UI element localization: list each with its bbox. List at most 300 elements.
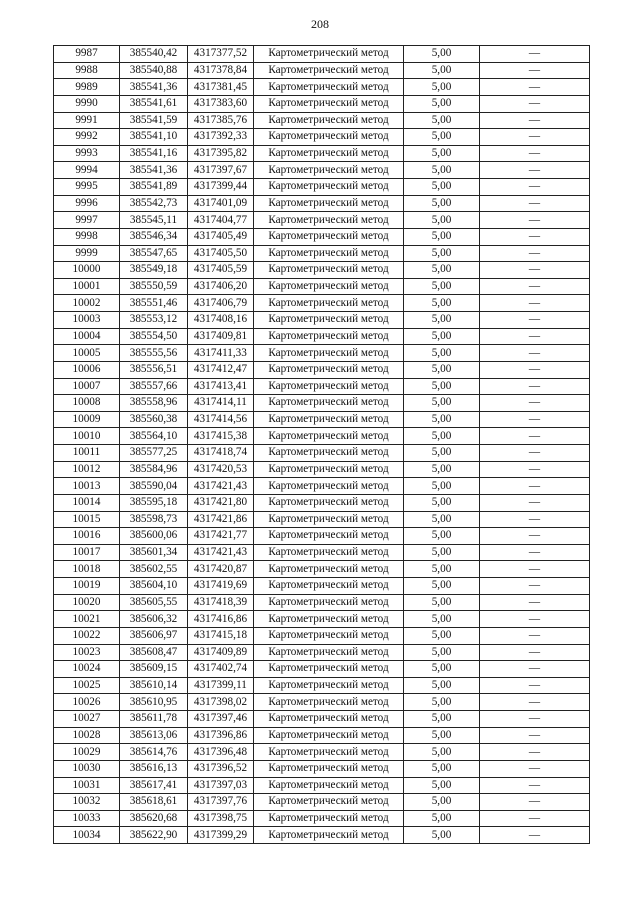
precision-cell: 5,00 xyxy=(404,810,480,827)
y-coordinate-cell: 4317401,09 xyxy=(188,195,254,212)
method-cell: Картометрический метод xyxy=(254,228,404,245)
method-cell: Картометрический метод xyxy=(254,411,404,428)
point-number-cell: 9999 xyxy=(54,245,120,262)
description-cell: — xyxy=(480,162,590,179)
description-cell: — xyxy=(480,794,590,811)
point-number-cell: 10009 xyxy=(54,411,120,428)
table-row xyxy=(54,478,590,495)
x-coordinate-cell: 385557,66 xyxy=(120,378,188,395)
x-coordinate-cell: 385553,12 xyxy=(120,312,188,329)
description-cell: — xyxy=(480,594,590,611)
table-row xyxy=(54,494,590,511)
description-cell: — xyxy=(480,777,590,794)
description-cell: — xyxy=(480,295,590,312)
method-cell: Картометрический метод xyxy=(254,79,404,96)
precision-cell: 5,00 xyxy=(404,62,480,79)
table-row xyxy=(54,578,590,595)
precision-cell: 5,00 xyxy=(404,760,480,777)
x-coordinate-cell: 385613,06 xyxy=(120,727,188,744)
table-row xyxy=(54,594,590,611)
point-number-cell: 10023 xyxy=(54,644,120,661)
x-coordinate-cell: 385614,76 xyxy=(120,744,188,761)
table-row xyxy=(54,212,590,229)
x-coordinate-cell: 385546,34 xyxy=(120,228,188,245)
x-coordinate-cell: 385606,97 xyxy=(120,627,188,644)
x-coordinate-cell: 385540,42 xyxy=(120,46,188,63)
description-cell: — xyxy=(480,262,590,279)
description-cell: — xyxy=(480,312,590,329)
description-cell: — xyxy=(480,727,590,744)
table-row xyxy=(54,262,590,279)
y-coordinate-cell: 4317398,75 xyxy=(188,810,254,827)
table-row xyxy=(54,611,590,628)
description-cell: — xyxy=(480,428,590,445)
x-coordinate-cell: 385600,06 xyxy=(120,528,188,545)
x-coordinate-cell: 385584,96 xyxy=(120,461,188,478)
x-coordinate-cell: 385610,95 xyxy=(120,694,188,711)
y-coordinate-cell: 4317409,81 xyxy=(188,328,254,345)
y-coordinate-cell: 4317420,87 xyxy=(188,561,254,578)
precision-cell: 5,00 xyxy=(404,445,480,462)
precision-cell: 5,00 xyxy=(404,661,480,678)
y-coordinate-cell: 4317411,33 xyxy=(188,345,254,362)
method-cell: Картометрический метод xyxy=(254,561,404,578)
table-row xyxy=(54,345,590,362)
table-row xyxy=(54,328,590,345)
point-number-cell: 9991 xyxy=(54,112,120,129)
precision-cell: 5,00 xyxy=(404,744,480,761)
x-coordinate-cell: 385611,78 xyxy=(120,711,188,728)
description-cell: — xyxy=(480,578,590,595)
table-row xyxy=(54,395,590,412)
point-number-cell: 10034 xyxy=(54,827,120,844)
point-number-cell: 10019 xyxy=(54,578,120,595)
page-number: 208 xyxy=(311,17,329,31)
x-coordinate-cell: 385618,61 xyxy=(120,794,188,811)
x-coordinate-cell: 385605,55 xyxy=(120,594,188,611)
point-number-cell: 10030 xyxy=(54,760,120,777)
y-coordinate-cell: 4317381,45 xyxy=(188,79,254,96)
precision-cell: 5,00 xyxy=(404,627,480,644)
x-coordinate-cell: 385620,68 xyxy=(120,810,188,827)
point-number-cell: 10014 xyxy=(54,494,120,511)
precision-cell: 5,00 xyxy=(404,478,480,495)
method-cell: Картометрический метод xyxy=(254,345,404,362)
x-coordinate-cell: 385622,90 xyxy=(120,827,188,844)
precision-cell: 5,00 xyxy=(404,611,480,628)
description-cell: — xyxy=(480,544,590,561)
y-coordinate-cell: 4317385,76 xyxy=(188,112,254,129)
point-number-cell: 10027 xyxy=(54,711,120,728)
method-cell: Картометрический метод xyxy=(254,62,404,79)
description-cell: — xyxy=(480,179,590,196)
point-number-cell: 10012 xyxy=(54,461,120,478)
method-cell: Картометрический метод xyxy=(254,95,404,112)
y-coordinate-cell: 4317399,44 xyxy=(188,179,254,196)
precision-cell: 5,00 xyxy=(404,594,480,611)
table-row xyxy=(54,112,590,129)
description-cell: — xyxy=(480,744,590,761)
y-coordinate-cell: 4317421,77 xyxy=(188,528,254,545)
method-cell: Картометрический метод xyxy=(254,478,404,495)
y-coordinate-cell: 4317405,49 xyxy=(188,228,254,245)
precision-cell: 5,00 xyxy=(404,461,480,478)
table-row xyxy=(54,62,590,79)
description-cell: — xyxy=(480,494,590,511)
x-coordinate-cell: 385598,73 xyxy=(120,511,188,528)
precision-cell: 5,00 xyxy=(404,179,480,196)
table-row xyxy=(54,295,590,312)
method-cell: Картометрический метод xyxy=(254,661,404,678)
method-cell: Картометрический метод xyxy=(254,578,404,595)
x-coordinate-cell: 385541,16 xyxy=(120,145,188,162)
point-number-cell: 10020 xyxy=(54,594,120,611)
precision-cell: 5,00 xyxy=(404,345,480,362)
table-row xyxy=(54,278,590,295)
x-coordinate-cell: 385556,51 xyxy=(120,361,188,378)
method-cell: Картометрический метод xyxy=(254,827,404,844)
table-row xyxy=(54,511,590,528)
point-number-cell: 10024 xyxy=(54,661,120,678)
x-coordinate-cell: 385601,34 xyxy=(120,544,188,561)
precision-cell: 5,00 xyxy=(404,228,480,245)
y-coordinate-cell: 4317405,50 xyxy=(188,245,254,262)
precision-cell: 5,00 xyxy=(404,195,480,212)
method-cell: Картометрический метод xyxy=(254,760,404,777)
y-coordinate-cell: 4317421,43 xyxy=(188,478,254,495)
point-number-cell: 10022 xyxy=(54,627,120,644)
method-cell: Картометрический метод xyxy=(254,378,404,395)
description-cell: — xyxy=(480,378,590,395)
description-cell: — xyxy=(480,661,590,678)
y-coordinate-cell: 4317418,74 xyxy=(188,445,254,462)
table-row xyxy=(54,195,590,212)
point-number-cell: 9994 xyxy=(54,162,120,179)
x-coordinate-cell: 385555,56 xyxy=(120,345,188,362)
point-number-cell: 9992 xyxy=(54,129,120,146)
x-coordinate-cell: 385541,59 xyxy=(120,112,188,129)
description-cell: — xyxy=(480,445,590,462)
coordinates-table xyxy=(53,45,590,844)
method-cell: Картометрический метод xyxy=(254,694,404,711)
point-number-cell: 10011 xyxy=(54,445,120,462)
y-coordinate-cell: 4317398,02 xyxy=(188,694,254,711)
point-number-cell: 10021 xyxy=(54,611,120,628)
table-row xyxy=(54,228,590,245)
table-row xyxy=(54,827,590,844)
table-row xyxy=(54,694,590,711)
table-row xyxy=(54,777,590,794)
table-row xyxy=(54,162,590,179)
description-cell: — xyxy=(480,245,590,262)
y-coordinate-cell: 4317397,46 xyxy=(188,711,254,728)
x-coordinate-cell: 385577,25 xyxy=(120,445,188,462)
method-cell: Картометрический метод xyxy=(254,195,404,212)
description-cell: — xyxy=(480,611,590,628)
description-cell: — xyxy=(480,46,590,63)
point-number-cell: 10031 xyxy=(54,777,120,794)
precision-cell: 5,00 xyxy=(404,561,480,578)
description-cell: — xyxy=(480,62,590,79)
y-coordinate-cell: 4317413,41 xyxy=(188,378,254,395)
precision-cell: 5,00 xyxy=(404,711,480,728)
table-row xyxy=(54,378,590,395)
precision-cell: 5,00 xyxy=(404,95,480,112)
y-coordinate-cell: 4317419,69 xyxy=(188,578,254,595)
x-coordinate-cell: 385541,36 xyxy=(120,79,188,96)
table-row xyxy=(54,794,590,811)
table-row xyxy=(54,461,590,478)
method-cell: Картометрический метод xyxy=(254,810,404,827)
precision-cell: 5,00 xyxy=(404,295,480,312)
y-coordinate-cell: 4317420,53 xyxy=(188,461,254,478)
x-coordinate-cell: 385541,36 xyxy=(120,162,188,179)
point-number-cell: 10029 xyxy=(54,744,120,761)
x-coordinate-cell: 385550,59 xyxy=(120,278,188,295)
description-cell: — xyxy=(480,561,590,578)
point-number-cell: 10007 xyxy=(54,378,120,395)
y-coordinate-cell: 4317392,33 xyxy=(188,129,254,146)
method-cell: Картометрический метод xyxy=(254,445,404,462)
table-row xyxy=(54,95,590,112)
table-row xyxy=(54,46,590,63)
y-coordinate-cell: 4317409,89 xyxy=(188,644,254,661)
point-number-cell: 10016 xyxy=(54,528,120,545)
precision-cell: 5,00 xyxy=(404,727,480,744)
table-row xyxy=(54,744,590,761)
table-row xyxy=(54,428,590,445)
point-number-cell: 9995 xyxy=(54,179,120,196)
point-number-cell: 9989 xyxy=(54,79,120,96)
method-cell: Картометрический метод xyxy=(254,245,404,262)
table-row xyxy=(54,727,590,744)
method-cell: Картометрический метод xyxy=(254,677,404,694)
method-cell: Картометрический метод xyxy=(254,711,404,728)
method-cell: Картометрический метод xyxy=(254,179,404,196)
precision-cell: 5,00 xyxy=(404,378,480,395)
y-coordinate-cell: 4317414,11 xyxy=(188,395,254,412)
y-coordinate-cell: 4317412,47 xyxy=(188,361,254,378)
y-coordinate-cell: 4317395,82 xyxy=(188,145,254,162)
x-coordinate-cell: 385540,88 xyxy=(120,62,188,79)
description-cell: — xyxy=(480,345,590,362)
x-coordinate-cell: 385604,10 xyxy=(120,578,188,595)
table-row xyxy=(54,544,590,561)
x-coordinate-cell: 385606,32 xyxy=(120,611,188,628)
precision-cell: 5,00 xyxy=(404,79,480,96)
x-coordinate-cell: 385616,13 xyxy=(120,760,188,777)
method-cell: Картометрический метод xyxy=(254,361,404,378)
method-cell: Картометрический метод xyxy=(254,395,404,412)
x-coordinate-cell: 385595,18 xyxy=(120,494,188,511)
point-number-cell: 10025 xyxy=(54,677,120,694)
method-cell: Картометрический метод xyxy=(254,295,404,312)
point-number-cell: 10004 xyxy=(54,328,120,345)
point-number-cell: 10032 xyxy=(54,794,120,811)
y-coordinate-cell: 4317418,39 xyxy=(188,594,254,611)
table-row xyxy=(54,145,590,162)
point-number-cell: 10015 xyxy=(54,511,120,528)
description-cell: — xyxy=(480,361,590,378)
table-row xyxy=(54,361,590,378)
x-coordinate-cell: 385610,14 xyxy=(120,677,188,694)
table-row xyxy=(54,411,590,428)
method-cell: Картометрический метод xyxy=(254,212,404,229)
point-number-cell: 9993 xyxy=(54,145,120,162)
x-coordinate-cell: 385545,11 xyxy=(120,212,188,229)
y-coordinate-cell: 4317397,67 xyxy=(188,162,254,179)
method-cell: Картометрический метод xyxy=(254,328,404,345)
y-coordinate-cell: 4317416,86 xyxy=(188,611,254,628)
point-number-cell: 9990 xyxy=(54,95,120,112)
y-coordinate-cell: 4317406,20 xyxy=(188,278,254,295)
table-row xyxy=(54,79,590,96)
y-coordinate-cell: 4317421,43 xyxy=(188,544,254,561)
x-coordinate-cell: 385551,46 xyxy=(120,295,188,312)
precision-cell: 5,00 xyxy=(404,494,480,511)
description-cell: — xyxy=(480,461,590,478)
y-coordinate-cell: 4317397,76 xyxy=(188,794,254,811)
y-coordinate-cell: 4317396,52 xyxy=(188,760,254,777)
table-row xyxy=(54,711,590,728)
description-cell: — xyxy=(480,827,590,844)
point-number-cell: 9998 xyxy=(54,228,120,245)
description-cell: — xyxy=(480,511,590,528)
description-cell: — xyxy=(480,677,590,694)
x-coordinate-cell: 385560,38 xyxy=(120,411,188,428)
table-row xyxy=(54,561,590,578)
precision-cell: 5,00 xyxy=(404,528,480,545)
method-cell: Картометрический метод xyxy=(254,727,404,744)
description-cell: — xyxy=(480,195,590,212)
description-cell: — xyxy=(480,711,590,728)
y-coordinate-cell: 4317399,29 xyxy=(188,827,254,844)
y-coordinate-cell: 4317406,79 xyxy=(188,295,254,312)
table-row xyxy=(54,810,590,827)
method-cell: Картометрический метод xyxy=(254,129,404,146)
precision-cell: 5,00 xyxy=(404,794,480,811)
table-row xyxy=(54,312,590,329)
point-number-cell: 10013 xyxy=(54,478,120,495)
point-number-cell: 10002 xyxy=(54,295,120,312)
x-coordinate-cell: 385547,65 xyxy=(120,245,188,262)
y-coordinate-cell: 4317396,86 xyxy=(188,727,254,744)
method-cell: Картометрический метод xyxy=(254,794,404,811)
precision-cell: 5,00 xyxy=(404,212,480,229)
point-number-cell: 10008 xyxy=(54,395,120,412)
table-row xyxy=(54,245,590,262)
table-row xyxy=(54,179,590,196)
y-coordinate-cell: 4317408,16 xyxy=(188,312,254,329)
method-cell: Картометрический метод xyxy=(254,461,404,478)
description-cell: — xyxy=(480,810,590,827)
precision-cell: 5,00 xyxy=(404,694,480,711)
method-cell: Картометрический метод xyxy=(254,494,404,511)
y-coordinate-cell: 4317397,03 xyxy=(188,777,254,794)
precision-cell: 5,00 xyxy=(404,112,480,129)
method-cell: Картометрический метод xyxy=(254,262,404,279)
y-coordinate-cell: 4317377,52 xyxy=(188,46,254,63)
x-coordinate-cell: 385602,55 xyxy=(120,561,188,578)
method-cell: Картометрический метод xyxy=(254,528,404,545)
description-cell: — xyxy=(480,694,590,711)
point-number-cell: 10026 xyxy=(54,694,120,711)
description-cell: — xyxy=(480,95,590,112)
table-row xyxy=(54,661,590,678)
method-cell: Картометрический метод xyxy=(254,744,404,761)
precision-cell: 5,00 xyxy=(404,361,480,378)
x-coordinate-cell: 385608,47 xyxy=(120,644,188,661)
y-coordinate-cell: 4317414,56 xyxy=(188,411,254,428)
precision-cell: 5,00 xyxy=(404,162,480,179)
coordinates-table-body xyxy=(54,46,590,844)
x-coordinate-cell: 385564,10 xyxy=(120,428,188,445)
point-number-cell: 9997 xyxy=(54,212,120,229)
point-number-cell: 10033 xyxy=(54,810,120,827)
description-cell: — xyxy=(480,129,590,146)
method-cell: Картометрический метод xyxy=(254,594,404,611)
point-number-cell: 10006 xyxy=(54,361,120,378)
precision-cell: 5,00 xyxy=(404,129,480,146)
y-coordinate-cell: 4317421,86 xyxy=(188,511,254,528)
method-cell: Картометрический метод xyxy=(254,112,404,129)
precision-cell: 5,00 xyxy=(404,644,480,661)
x-coordinate-cell: 385542,73 xyxy=(120,195,188,212)
point-number-cell: 9988 xyxy=(54,62,120,79)
y-coordinate-cell: 4317421,80 xyxy=(188,494,254,511)
y-coordinate-cell: 4317378,84 xyxy=(188,62,254,79)
description-cell: — xyxy=(480,228,590,245)
description-cell: — xyxy=(480,760,590,777)
method-cell: Картометрический метод xyxy=(254,162,404,179)
point-number-cell: 10001 xyxy=(54,278,120,295)
point-number-cell: 10018 xyxy=(54,561,120,578)
precision-cell: 5,00 xyxy=(404,46,480,63)
y-coordinate-cell: 4317396,48 xyxy=(188,744,254,761)
description-cell: — xyxy=(480,627,590,644)
description-cell: — xyxy=(480,644,590,661)
table-row xyxy=(54,644,590,661)
table-row xyxy=(54,677,590,694)
x-coordinate-cell: 385609,15 xyxy=(120,661,188,678)
method-cell: Картометрический метод xyxy=(254,511,404,528)
precision-cell: 5,00 xyxy=(404,328,480,345)
point-number-cell: 10010 xyxy=(54,428,120,445)
y-coordinate-cell: 4317405,59 xyxy=(188,262,254,279)
method-cell: Картометрический метод xyxy=(254,312,404,329)
precision-cell: 5,00 xyxy=(404,677,480,694)
description-cell: — xyxy=(480,528,590,545)
method-cell: Картометрический метод xyxy=(254,644,404,661)
precision-cell: 5,00 xyxy=(404,411,480,428)
description-cell: — xyxy=(480,411,590,428)
method-cell: Картометрический метод xyxy=(254,777,404,794)
method-cell: Картометрический метод xyxy=(254,611,404,628)
point-number-cell: 10000 xyxy=(54,262,120,279)
y-coordinate-cell: 4317415,18 xyxy=(188,627,254,644)
x-coordinate-cell: 385554,50 xyxy=(120,328,188,345)
precision-cell: 5,00 xyxy=(404,578,480,595)
description-cell: — xyxy=(480,212,590,229)
method-cell: Картометрический метод xyxy=(254,428,404,445)
x-coordinate-cell: 385617,41 xyxy=(120,777,188,794)
x-coordinate-cell: 385558,96 xyxy=(120,395,188,412)
precision-cell: 5,00 xyxy=(404,511,480,528)
description-cell: — xyxy=(480,478,590,495)
precision-cell: 5,00 xyxy=(404,312,480,329)
point-number-cell: 9987 xyxy=(54,46,120,63)
x-coordinate-cell: 385541,89 xyxy=(120,179,188,196)
